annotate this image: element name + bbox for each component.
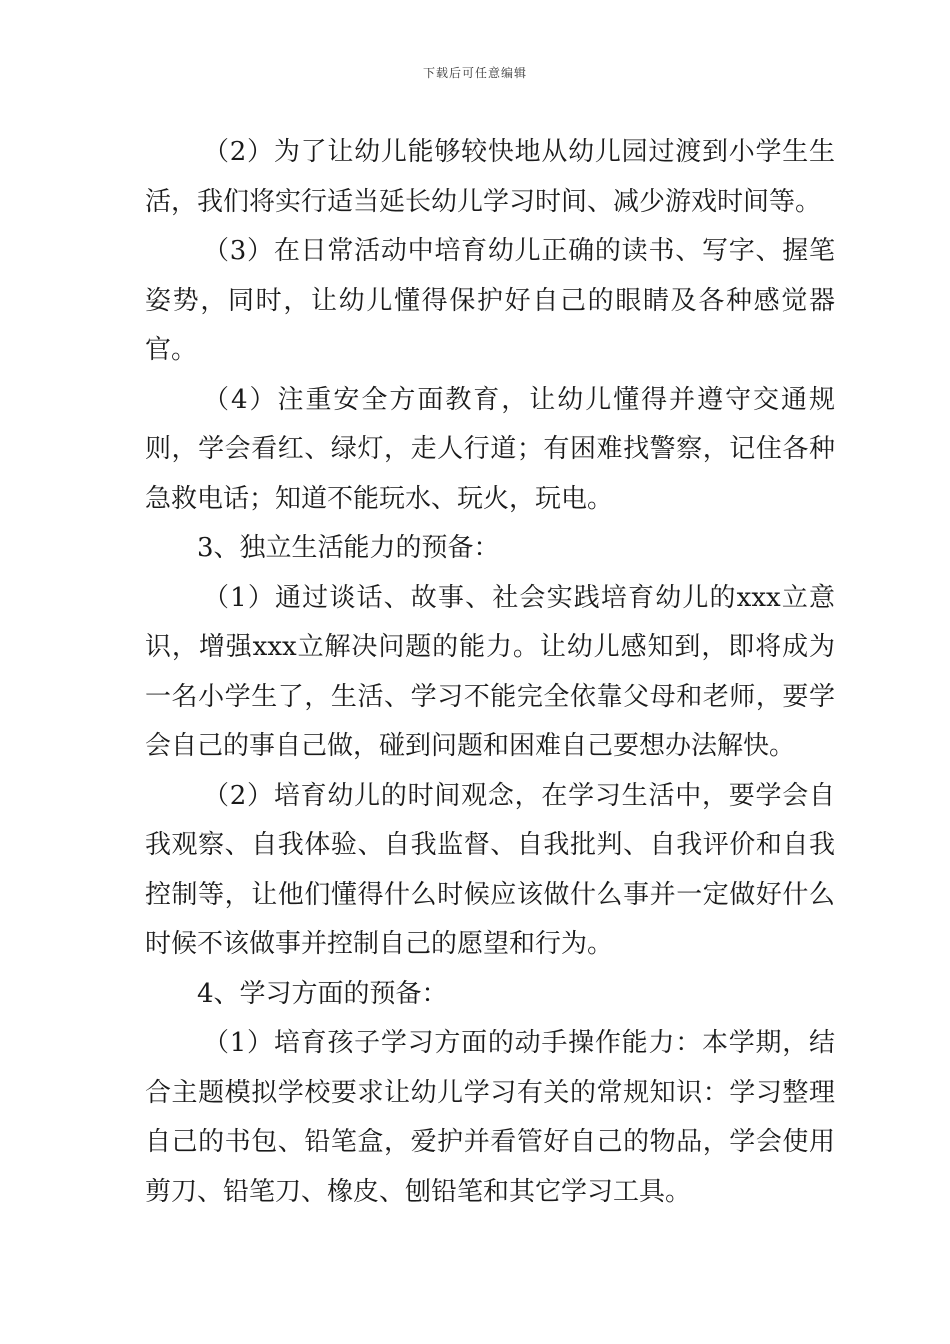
paragraph-item-3-2: （2）培育幼儿的时间观念，在学习生活中，要学会自我观察、自我体验、自我监督、自我批判、自我评价和自我控制等，让他们懂得什么时候应该做什么事并一定做好什么时候不该做事并控制自己的愿望和行为。 — [145, 780, 835, 959]
section-heading-4: 4、学习方面的预备： — [197, 978, 448, 1009]
section-heading-3: 3、独立生活能力的预备： — [197, 533, 500, 563]
paragraph-item-2-4: （4）注重安全方面教育，让幼儿懂得并遵守交通规则，学会看红、绿灯，走人行道；有困难找警察，记住各种急救电话；知道不能玩水、玩火，玩电。 — [145, 384, 835, 514]
paragraph-item-4-1: （1）培育孩子学习方面的动手操作能力：本学期，结合主题模拟学校要求让幼儿学习有关的常规知识：学习整理自己的书包、铅笔盒，爱护并看管好自己的物品，学会使用剪刀、铅笔刀、橡皮、刨铅笔和其它学习工具。 — [145, 1028, 835, 1207]
paragraph-item-2-3: （3）在日常活动中培育幼儿正确的读书、写字、握笔姿势，同时，让幼儿懂得保护好自己的眼睛及各种感觉器官。 — [145, 236, 835, 365]
page-header: 下载后可任意编辑 — [422, 66, 527, 80]
paragraph-item-3-1: （1）通过谈话、故事、社会实践培育幼儿的xxx立意识，增强xxx立解决问题的能力。让幼儿感知到，即将成为一名小学生了，生活、学习不能完全依靠父母和老师，要学会自己的事自己做，碰到问题和困难自己要想办法解快。 — [145, 582, 835, 761]
document-body — [145, 128, 835, 1217]
paragraph-item-2-2: （2）为了让幼儿能够较快地从幼儿园过渡到小学生生活，我们将实行适当延长幼儿学习时间、减少游戏时间等。 — [145, 137, 835, 217]
